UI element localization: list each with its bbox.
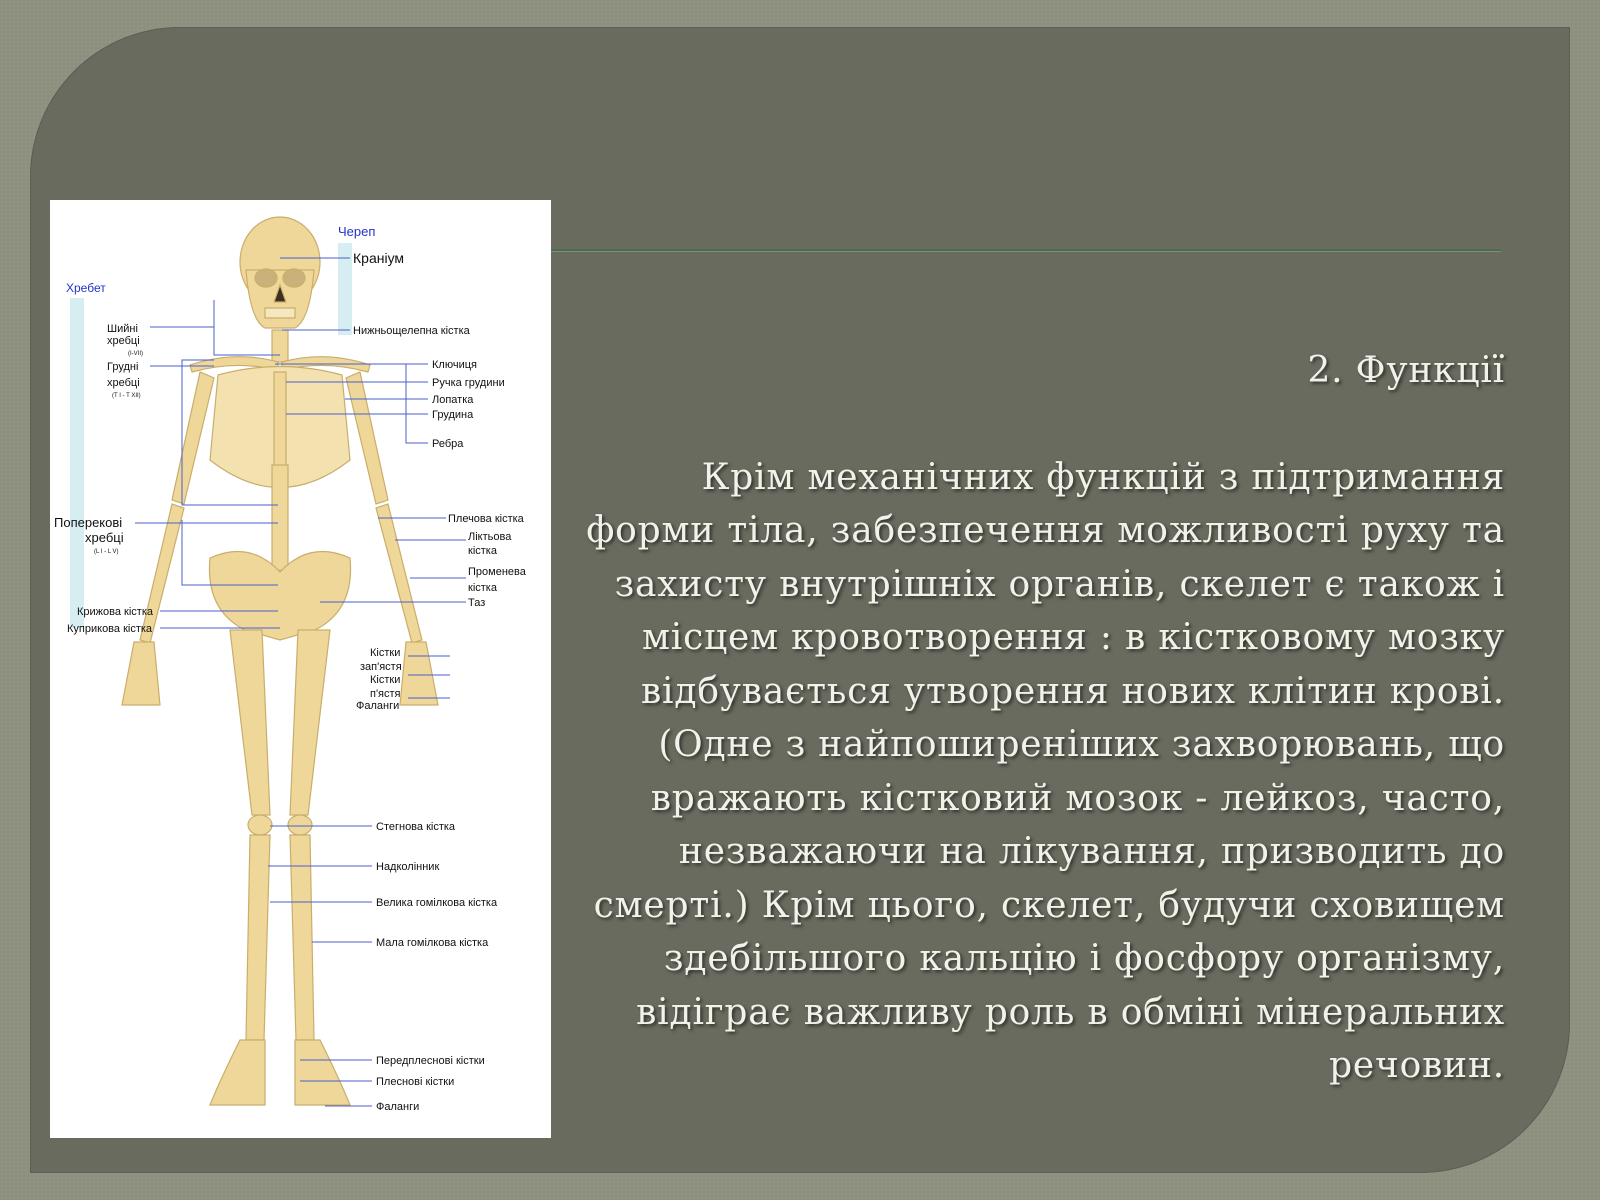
label-foot-phalanges: Фаланги [376,1101,420,1113]
label-lumbar-range: (L I - L V) [94,549,119,555]
humerus-left [172,372,214,504]
label-radius-1: Променева [468,566,526,578]
label-pelvis: Таз [468,597,486,609]
label-sacrum: Крижова кістка [77,606,154,618]
skeleton-diagram [50,200,551,1138]
label-radius-2: кістка [468,582,497,594]
skull-bracket [338,243,352,335]
sternum-shape [274,372,286,467]
label-ulna-1: Ліктьова [468,531,512,543]
label-metatarsals: Передплеснові кістки [376,1055,485,1067]
slide-heading: 2. Функції [1307,350,1505,391]
label-sternum: Грудина [432,409,474,421]
tibia-left [246,835,270,1040]
label-hand-phalanges: Фаланги [356,700,400,712]
label-femur: Стегнова кістка [376,821,456,833]
label-patella: Надколінник [376,861,440,873]
title-divider [548,249,1501,252]
diagram-labels [54,224,527,1113]
patella-right [288,815,312,835]
slide-text [570,344,1505,1093]
hand-right [400,642,438,705]
eye-socket-left [255,269,277,287]
teeth [265,308,295,318]
femur-left [230,630,270,815]
label-tarsals: Плеснові кістки [376,1076,455,1088]
foot-right [295,1040,350,1105]
slide-body: Крім механічних функцій з підтримання форми тіла, забезпечення можливості руху та захисту внутрішніх органів, скелет є також і місцем кровотворення : в кістковому мозку відбувається утворення нових клітин крові. (Одне з найпоширеніших захворювань, що вражають кістковий мозок - лейкоз, часто, незважаючи на лікування, призводить до смерті.) Крім цього, скелет, будучи сховищем здебільшого кальцію і фосфору організму, відіграє важливу роль в обміні мінеральних речовин. [586,456,1505,1086]
label-ulna-2: кістка [468,545,497,557]
label-lumbar-1: Поперекові [54,515,123,530]
hand-left [122,642,160,705]
humerus-right [346,372,388,504]
eye-socket-right [283,269,305,287]
label-thoracic-2: хребці [107,377,140,389]
label-clavicle: Ключиця [432,359,477,371]
label-carpals-2: зап'ястя [360,661,402,673]
label-carpals-1: Кістки [370,647,401,659]
foot-left [210,1040,265,1105]
label-cranium: Краніум [353,250,405,266]
spine-bracket [70,298,84,628]
lumbar-spine [272,465,288,570]
label-thoracic-range: (T I - T XII) [112,393,141,399]
label-manubrium: Ручка грудини [432,377,505,389]
label-spine: Хребет [66,281,106,295]
forearm-right [376,504,422,643]
label-coccyx: Куприкова кістка [67,623,153,635]
label-humerus: Плечова кістка [448,513,524,525]
skeleton-svg [50,200,551,1138]
patella-left [248,815,272,835]
label-mandible: Нижньощелепна кістка [353,325,470,337]
label-skull: Череп [338,224,376,239]
label-fibula: Мала гомілкова кістка [376,937,489,949]
femur-right [290,630,330,815]
label-scapula: Лопатка [432,394,474,406]
label-cervical-range: (I-VII) [128,351,143,357]
label-cervical-2: хребці [107,335,140,347]
label-cervical-1: Шийні [107,323,138,335]
label-thoracic-1: Грудні [107,361,139,373]
label-metacarpals-1: Кістки [370,674,401,686]
label-metacarpals-2: п'ястя [370,688,401,700]
label-tibia: Велика гомілкова кістка [376,897,498,909]
label-ribs: Ребра [432,438,464,450]
cervical-spine [272,330,288,362]
label-lumbar-2: хребці [85,530,124,545]
